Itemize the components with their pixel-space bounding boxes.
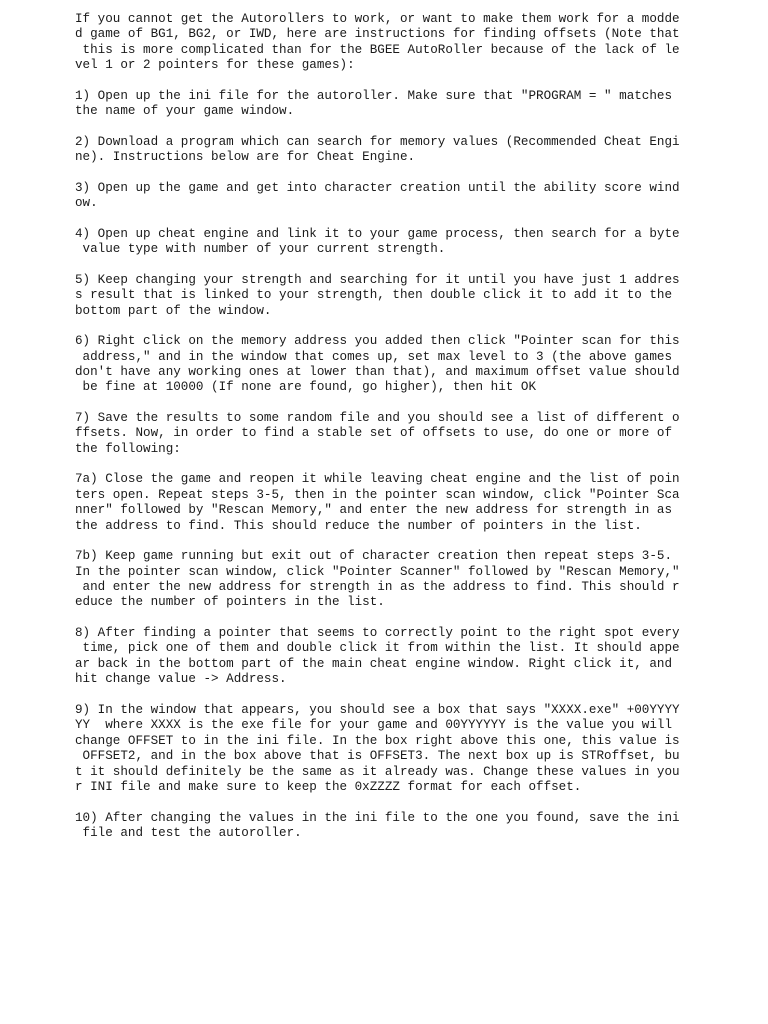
step-7b-paragraph: 7b) Keep game running but exit out of character creation then repeat steps 3-5. In the pointer scan window, click "Pointer Scanner" followed by "Rescan Memory," and enter the new address for strength in as the address to find. This should r educe the number of pointers in the list. (75, 549, 680, 610)
step-6-paragraph: 6) Right click on the memory address you added then click "Pointer scan for this address," and in the window that comes up, set max level to 3 (the above games don't have any working ones at lower than that), and maximum offset value should be fine at 10000 (If none are found, go higher), then hit OK (75, 334, 680, 395)
instructions-document (75, 12, 695, 857)
intro-paragraph: If you cannot get the Autorollers to work, or want to make them work for a modde d game of BG1, BG2, or IWD, here are instructions for finding offsets (Note that this is more complicated than for the BGEE AutoRoller because of the lack of le vel 1 or 2 pointers for these games): (75, 12, 680, 73)
step-10-paragraph: 10) After changing the values in the ini file to the one you found, save the ini file and test the autoroller. (75, 810, 680, 840)
step-7a-paragraph: 7a) Close the game and reopen it while leaving cheat engine and the list of poin ters open. Repeat steps 3-5, then in the pointer scan window, click "Pointer Sca nner" followed by "Rescan Memory," and enter the new address for strength in as the address to find. This should reduce the number of pointers in the list. (75, 472, 680, 533)
step-5-paragraph: 5) Keep changing your strength and searching for it until you have just 1 addres s result that is linked to your strength, then double click it to add it to the bottom part of the window. (75, 272, 680, 318)
step-8-paragraph: 8) After finding a pointer that seems to correctly point to the right spot every time, pick one of them and double click it from within the list. It should appe ar back in the bottom part of the main cheat engine window. Right click it, and hit change value -> Address. (75, 626, 680, 687)
step-3-paragraph: 3) Open up the game and get into character creation until the ability score wind ow. (75, 180, 680, 211)
step-9-paragraph: 9) In the window that appears, you should see a box that says "XXXX.exe" +00YYYY YY where XXXX is the exe file for your game and 00YYYYYY is the value you will change OFFSET to in the ini file. In the box right above this one, this value is OFFSET2, and in the box above that is OFFSET3. The next box up is STRoffset, bu t it should definitely be the same as it already was. Change these values in you r INI file and make sure to keep the 0xZZZZ format for each offset. (75, 702, 680, 794)
step-7-paragraph: 7) Save the results to some random file and you should see a list of different o ffsets. Now, in order to find a stable set of offsets to use, do one or more of the following: (75, 411, 680, 456)
step-2-paragraph: 2) Download a program which can search for memory values (Recommended Cheat Engi ne). Instructions below are for Cheat Engine. (75, 134, 680, 165)
step-1-paragraph: 1) Open up the ini file for the autoroller. Make sure that "PROGRAM = " matches the name of your game window. (75, 88, 673, 119)
step-4-paragraph: 4) Open up cheat engine and link it to your game process, then search for a byte value type with number of your current strength. (75, 226, 680, 257)
